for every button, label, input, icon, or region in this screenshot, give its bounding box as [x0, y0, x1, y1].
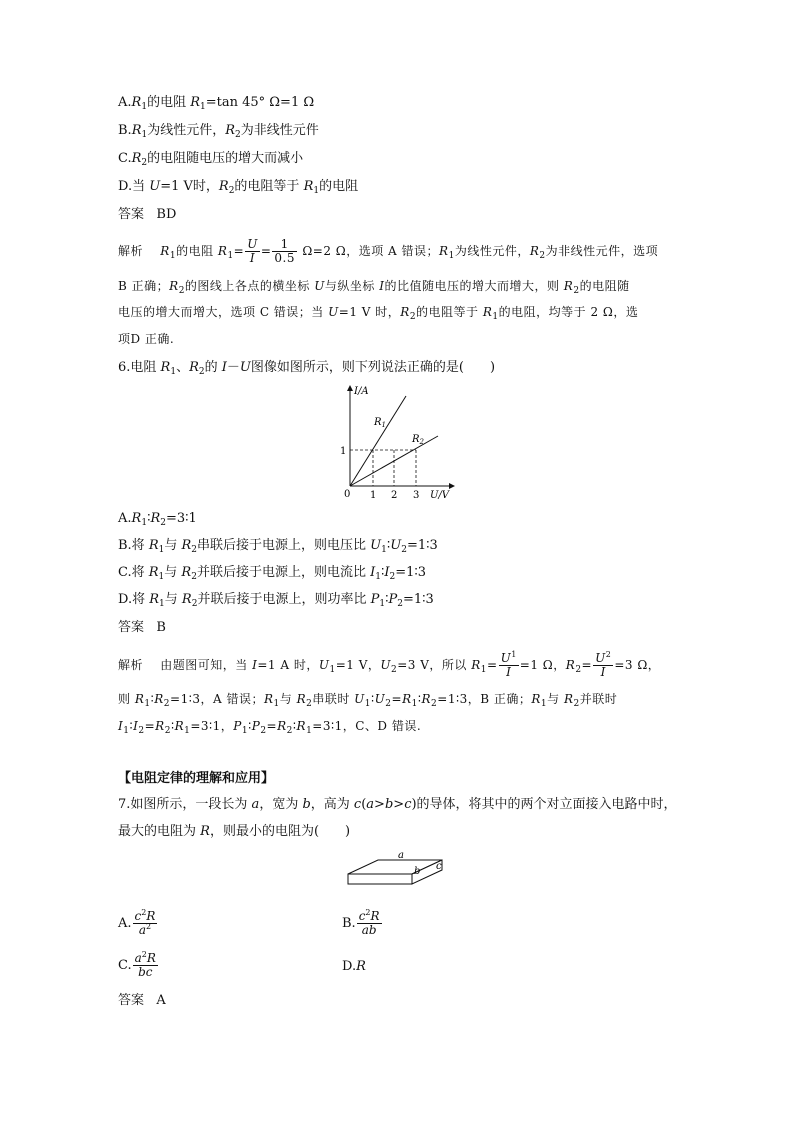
analysis-label: 解析: [118, 658, 144, 672]
q7-option-d: D.R: [342, 959, 366, 974]
q5-analysis-line-1: 解析 $R_1$的电阻 $R_1=$ $\frac{U}{I}$ = $\frac{1}{0.5}$ Ω=2 Ω，选项 A 错误；$R_1$为线性元件，$R_2$为非线性元件，选项: [118, 237, 659, 265]
q6-option-c: C.将 $R_1$与 $R_2$并联后接于电源上，则电流比 $I_1∶I_2=1∶3$: [118, 565, 427, 582]
q7-option-a: A. $\frac{c^2R}{a^2}$: [118, 908, 156, 937]
q7-stem-line-2: 最大的电阻为 R，则最小的电阻为( ): [118, 824, 351, 839]
q7-option-c: C. $\frac{a^2R}{bc}$: [118, 950, 156, 979]
y-tick-1: 1: [340, 446, 347, 457]
q5-option-b: $B.R_1$为线性元件，$R_2$为非线性元件: [118, 123, 319, 140]
x-axis-label: U/V: [430, 490, 450, 500]
q6-analysis-line-2: 则 $R_1∶R_2=1∶3$，A 错误；$R_1$与 $R_2$串联时 $U_1∶U_2=R_1∶R_2=1∶3$，B 正确；$R_1$与 $R_2$并联时: [118, 692, 618, 709]
q5-option-d: D.当 U=1 V时，$R_2$的电阻等于 $R_1$的电阻: [118, 179, 359, 196]
iu-graph: [330, 380, 470, 500]
q6-option-d: D.将 $R_1$与 $R_2$并联后接于电源上，则功率比 $P_1∶P_2=1∶3$: [118, 592, 434, 609]
label-b: b: [414, 866, 421, 877]
answer-label: 答案: [118, 620, 145, 635]
r2-label: $R_2$: [412, 434, 424, 446]
q6-analysis-line-3: $I_1∶I_2=R_2∶R_1=3∶1$，$P_1∶P_2=R_2∶R_1=3∶1$，C、D 错误.: [118, 719, 422, 736]
answer-label: 答案: [118, 207, 145, 222]
r1-line: [350, 396, 406, 486]
q5-analysis-line-2: B 正确；$R_2$的图线上各点的横坐标 U与纵坐标 I的比值随电压的增大而增大，则 $R_2$的电阻随: [118, 279, 630, 296]
q5-analysis-line-4: 项D 正确.: [118, 332, 175, 346]
x-tick-3: 3: [413, 490, 420, 500]
answer-label: 答案: [118, 993, 145, 1008]
q7-stem-line-1: 7.如图所示，一段长为 a，宽为 b，高为 c(a>b>c)的导体，将其中的两个对立面接入电路中时，: [118, 797, 677, 812]
q6-answer: [118, 619, 166, 637]
section-title: 【电阻定律的理解和应用】: [118, 771, 275, 786]
label-c: c: [436, 861, 442, 872]
answer-value: A: [156, 993, 166, 1008]
q7-option-b: B. $\frac{c^2R}{ab}$: [342, 908, 380, 937]
q6-analysis-line-1: 解析 由题图可知，当 I=1 A 时，$U_1=1$ V，$U_2=3$ V，所以 $R_1=$ $\frac{U^1}{I}$ =1 Ω，$R_2=$ $\frac{U^2}{I}$ =3 Ω，: [118, 650, 661, 679]
q6-option-b: B.将 $R_1$与 $R_2$串联后接于电源上，则电压比 $U_1∶U_2=1∶3$: [118, 538, 438, 555]
q5-option-c: $C.R_2$的电阻随电压的增大而减小: [118, 151, 304, 168]
q5-option-a: $A.R_1$的电阻 $R_1=\tan$ 45° Ω=1 Ω: [118, 95, 315, 112]
q5-answer: [118, 206, 176, 224]
q6-option-a: $A.R_1∶R_2=3∶1$: [118, 511, 197, 528]
analysis-label: 解析: [118, 244, 144, 258]
q5-analysis-line-3: 电压的增大而增大，选项 C 错误；当 U=1 V 时，$R_2$的电阻等于 $R_1$的电阻，均等于 2 Ω，选: [118, 305, 639, 322]
label-a: a: [398, 850, 404, 861]
answer-value: B: [156, 620, 166, 635]
q7-answer: [118, 992, 166, 1010]
conductor-block-figure: [340, 848, 450, 898]
x-tick-2: 2: [391, 490, 398, 500]
y-axis-label: I/A: [354, 386, 369, 397]
answer-value: BD: [156, 207, 177, 222]
q6-stem: 6.电阻 $R_1$、$R_2$的 I－U图像如图所示，则下列说法正确的是( ): [118, 360, 496, 377]
x-tick-1: 1: [370, 490, 377, 500]
r1-label: $R_1$: [374, 417, 386, 429]
origin-label: 0: [344, 489, 351, 500]
